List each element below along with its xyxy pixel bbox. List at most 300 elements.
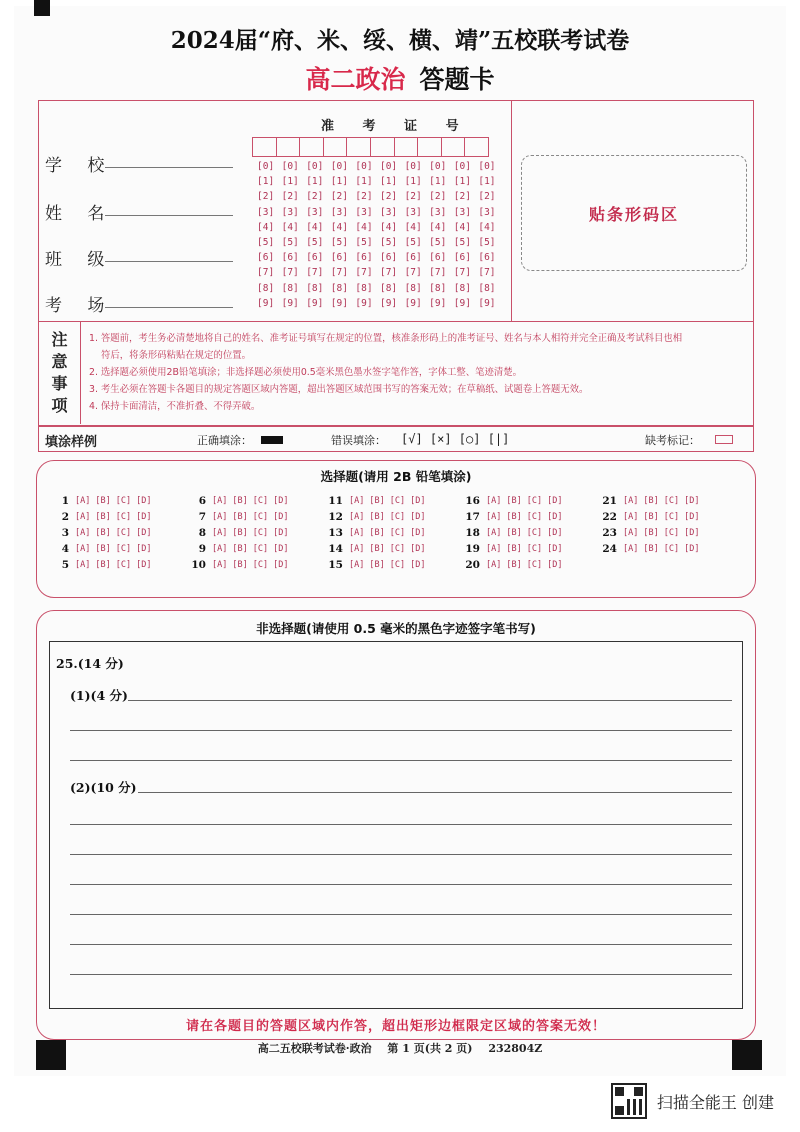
absent-mark-box[interactable] xyxy=(715,435,733,444)
option-bubble[interactable]: [B] xyxy=(232,528,248,538)
option-bubble[interactable]: [A] xyxy=(75,528,91,538)
option-bubble[interactable]: [D] xyxy=(136,560,152,570)
digit-bubble[interactable]: [1] xyxy=(429,176,447,188)
option-bubble[interactable]: [A] xyxy=(623,544,639,554)
option-bubble[interactable]: [A] xyxy=(486,560,502,570)
option-bubble[interactable]: [A] xyxy=(75,544,91,554)
exam-number-column xyxy=(380,161,405,313)
digit-bubble[interactable]: [4] xyxy=(355,221,373,233)
option-bubble[interactable]: [C] xyxy=(252,528,269,538)
digit-bubble[interactable]: [3] xyxy=(404,206,422,218)
digit-bubble[interactable]: [5] xyxy=(330,236,348,248)
option-bubble[interactable]: [A] xyxy=(212,544,228,554)
option-bubble[interactable]: [B] xyxy=(95,560,111,570)
digit-bubble[interactable]: [7] xyxy=(355,267,373,279)
digit-bubble[interactable]: [8] xyxy=(453,282,471,294)
choice-row xyxy=(51,557,751,573)
answer-line[interactable] xyxy=(70,884,732,885)
digit-bubble[interactable]: [0] xyxy=(478,161,496,172)
question-number: 3 xyxy=(61,527,69,539)
exam-number-column xyxy=(478,161,503,313)
digit-bubble[interactable]: [6] xyxy=(306,252,324,264)
digit-bubble[interactable]: [7] xyxy=(330,267,348,279)
digit-bubble[interactable]: [4] xyxy=(306,221,324,233)
option-bubble[interactable]: [A] xyxy=(349,560,365,570)
option-bubble[interactable]: [B] xyxy=(95,544,111,554)
answer-line[interactable] xyxy=(70,854,732,855)
digit-bubble[interactable]: [0] xyxy=(404,161,422,172)
choice-question xyxy=(188,541,325,557)
digit-bubble[interactable]: [3] xyxy=(281,206,299,218)
option-bubble[interactable]: [B] xyxy=(232,560,248,570)
choice-question xyxy=(188,557,325,573)
digit-bubble[interactable]: [2] xyxy=(379,191,398,203)
option-bubble[interactable]: [B] xyxy=(643,528,659,538)
digit-bubble[interactable]: [7] xyxy=(478,267,496,279)
option-bubble[interactable]: [B] xyxy=(369,496,385,506)
option-bubble[interactable]: [B] xyxy=(643,496,659,506)
option-bubble[interactable]: [C] xyxy=(389,544,406,554)
question-25-part-2-label: (2)(10 分) xyxy=(70,780,137,795)
option-bubble[interactable]: [D] xyxy=(547,512,563,522)
barcode-area: 贴条形码区 xyxy=(521,155,747,271)
digit-bubble[interactable]: [4] xyxy=(478,221,496,233)
choice-question xyxy=(325,557,462,573)
scanner-watermark xyxy=(611,1083,774,1119)
digit-bubble[interactable]: [7] xyxy=(453,267,471,279)
option-bubble[interactable]: [A] xyxy=(212,512,228,522)
footer-page: 第 1 页(共 2 页) xyxy=(387,1042,473,1055)
option-bubble[interactable]: [C] xyxy=(663,496,680,506)
choice-question xyxy=(599,509,736,525)
option-bubble[interactable]: [C] xyxy=(115,512,132,522)
choice-question xyxy=(325,525,462,541)
option-bubble[interactable]: [D] xyxy=(273,496,289,506)
digit-bubble[interactable]: [6] xyxy=(453,252,471,264)
digit-bubble[interactable]: [9] xyxy=(453,297,471,309)
option-bubble[interactable]: [A] xyxy=(349,496,365,506)
exam-number-bubble-grid[interactable] xyxy=(257,161,503,313)
digit-bubble[interactable]: [1] xyxy=(330,176,348,188)
digit-bubble[interactable]: [5] xyxy=(404,236,422,248)
digit-bubble[interactable]: [9] xyxy=(281,297,299,309)
digit-bubble[interactable]: [0] xyxy=(355,161,373,172)
option-bubble[interactable]: [B] xyxy=(506,496,522,506)
question-number: 5 xyxy=(61,559,69,571)
digit-bubble[interactable]: [5] xyxy=(478,236,496,248)
choice-question xyxy=(325,509,462,525)
digit-bubble[interactable]: [8] xyxy=(478,282,496,294)
answer-line[interactable] xyxy=(70,914,732,915)
option-bubble[interactable]: [D] xyxy=(410,560,426,570)
digit-bubble[interactable]: [4] xyxy=(379,221,398,233)
digit-bubble[interactable]: [1] xyxy=(453,176,471,188)
option-bubble[interactable]: [C] xyxy=(389,528,406,538)
digit-bubble[interactable]: [9] xyxy=(404,297,422,309)
digit-bubble[interactable]: [1] xyxy=(257,176,275,188)
option-bubble[interactable]: [C] xyxy=(663,528,680,538)
option-bubble[interactable]: [D] xyxy=(684,528,700,538)
option-bubble[interactable]: [C] xyxy=(526,528,543,538)
question-number: 10 xyxy=(191,559,206,571)
digit-bubble[interactable]: [9] xyxy=(429,297,447,309)
option-bubble[interactable]: [D] xyxy=(273,560,289,570)
digit-bubble[interactable]: [3] xyxy=(429,206,447,218)
option-bubble[interactable]: [A] xyxy=(486,544,502,554)
option-bubble[interactable]: [C] xyxy=(252,512,269,522)
digit-bubble[interactable]: [2] xyxy=(330,191,348,203)
option-bubble[interactable]: [B] xyxy=(232,496,248,506)
digit-bubble[interactable]: [3] xyxy=(379,206,398,218)
choice-question xyxy=(325,493,462,509)
option-bubble[interactable]: [C] xyxy=(389,560,406,570)
choice-question xyxy=(325,541,462,557)
choice-question xyxy=(51,493,188,509)
question-number: 7 xyxy=(198,511,206,523)
option-bubble[interactable]: [D] xyxy=(273,512,289,522)
answer-line[interactable] xyxy=(70,824,732,825)
option-bubble[interactable]: [A] xyxy=(486,496,502,506)
option-bubble[interactable]: [A] xyxy=(623,512,639,522)
question-number: 24 xyxy=(602,543,617,555)
digit-bubble[interactable]: [9] xyxy=(355,297,373,309)
choice-question xyxy=(462,493,599,509)
digit-bubble[interactable]: [0] xyxy=(379,161,398,172)
question-number: 11 xyxy=(328,495,343,507)
digit-bubble[interactable]: [3] xyxy=(453,206,471,218)
answer-line[interactable] xyxy=(70,974,732,975)
option-bubble[interactable]: [B] xyxy=(369,544,385,554)
digit-bubble[interactable]: [4] xyxy=(429,221,447,233)
option-bubble[interactable]: [D] xyxy=(136,496,152,506)
digit-bubble[interactable]: [6] xyxy=(257,252,275,264)
digit-bubble[interactable]: [8] xyxy=(281,282,299,294)
option-bubble[interactable]: [B] xyxy=(95,496,111,506)
option-bubble[interactable]: [A] xyxy=(75,496,91,506)
digit-bubble[interactable]: [0] xyxy=(429,161,447,172)
option-bubble[interactable]: [B] xyxy=(506,512,522,522)
option-bubble[interactable]: [C] xyxy=(663,512,680,522)
digit-bubble[interactable]: [4] xyxy=(257,221,275,233)
empty-cell xyxy=(599,557,736,573)
qr-code-icon xyxy=(611,1083,647,1119)
room-field[interactable] xyxy=(105,307,233,308)
digit-bubble[interactable]: [6] xyxy=(379,252,398,264)
exam-number-column xyxy=(429,161,454,313)
school-field[interactable] xyxy=(105,167,233,168)
digit-bubble[interactable]: [2] xyxy=(478,191,496,203)
absent-mark-label: 缺考标记： xyxy=(645,434,700,447)
digit-bubble[interactable]: [9] xyxy=(306,297,324,309)
school-label: 学 校 xyxy=(45,156,115,176)
digit-bubble[interactable]: [1] xyxy=(478,176,496,188)
option-bubble[interactable]: [D] xyxy=(136,544,152,554)
footer-label: 高二五校联考试卷·政治 xyxy=(257,1042,372,1055)
digit-bubble[interactable]: [7] xyxy=(379,267,398,279)
exam-number-boxes[interactable] xyxy=(253,137,489,157)
choice-question xyxy=(51,509,188,525)
option-bubble[interactable]: [C] xyxy=(252,544,269,554)
option-bubble[interactable]: [A] xyxy=(349,512,365,522)
option-bubble[interactable]: [C] xyxy=(526,560,543,570)
digit-bubble[interactable]: [6] xyxy=(478,252,496,264)
digit-bubble[interactable]: [1] xyxy=(379,176,398,188)
digit-bubble[interactable]: [4] xyxy=(453,221,471,233)
digit-bubble[interactable]: [7] xyxy=(281,267,299,279)
note-item: 3. 考生必须在答题卡各题目的规定答题区域内答题，超出答题区域范围书写的答案无效；在草稿纸、试题卷上答题无效。 xyxy=(89,384,589,395)
digit-bubble[interactable]: [6] xyxy=(355,252,373,264)
fill-sample-title: 填涂样例 xyxy=(45,435,98,450)
exam-number-column xyxy=(306,161,331,313)
option-bubble[interactable]: [C] xyxy=(115,496,132,506)
question-number: 16 xyxy=(465,495,480,507)
option-bubble[interactable]: [B] xyxy=(95,528,111,538)
option-bubble[interactable]: [D] xyxy=(410,528,426,538)
digit-bubble[interactable]: [9] xyxy=(257,297,275,309)
digit-bubble[interactable]: [8] xyxy=(355,282,373,294)
question-number: 15 xyxy=(328,559,343,571)
digit-bubble[interactable]: [8] xyxy=(306,282,324,294)
page-footer xyxy=(0,1040,800,1056)
question-number: 19 xyxy=(465,543,480,555)
notes-heading: 注 意 事 项 xyxy=(39,322,81,424)
digit-bubble[interactable]: [6] xyxy=(330,252,348,264)
answer-line[interactable] xyxy=(128,700,732,701)
digit-bubble[interactable]: [5] xyxy=(281,236,299,248)
choice-question xyxy=(188,509,325,525)
question-number: 17 xyxy=(465,511,480,523)
option-bubble[interactable]: [B] xyxy=(232,544,248,554)
choice-row xyxy=(51,493,751,509)
option-bubble[interactable]: [C] xyxy=(526,496,543,506)
digit-bubble[interactable]: [6] xyxy=(429,252,447,264)
answer-line[interactable] xyxy=(70,760,732,761)
option-bubble[interactable]: [B] xyxy=(643,544,659,554)
digit-bubble[interactable]: [8] xyxy=(330,282,348,294)
alignment-mark-top-left xyxy=(34,0,50,16)
option-bubble[interactable]: [B] xyxy=(369,512,385,522)
digit-bubble[interactable]: [5] xyxy=(257,236,275,248)
option-bubble[interactable]: [A] xyxy=(75,560,91,570)
name-field[interactable] xyxy=(105,215,233,216)
digit-bubble[interactable]: [3] xyxy=(478,206,496,218)
option-bubble[interactable]: [A] xyxy=(212,496,228,506)
option-bubble[interactable]: [C] xyxy=(663,544,680,554)
digit-bubble[interactable]: [3] xyxy=(306,206,324,218)
digit-bubble[interactable]: [9] xyxy=(379,297,398,309)
digit-bubble[interactable]: [5] xyxy=(453,236,471,248)
digit-bubble[interactable]: [2] xyxy=(404,191,422,203)
digit-bubble[interactable]: [7] xyxy=(257,267,275,279)
choice-question xyxy=(188,493,325,509)
fill-sample-row xyxy=(38,426,754,452)
option-bubble[interactable]: [C] xyxy=(389,496,406,506)
option-bubble[interactable]: [D] xyxy=(547,544,563,554)
choice-question xyxy=(51,525,188,541)
digit-bubble[interactable]: [9] xyxy=(478,297,496,309)
digit-bubble[interactable]: [2] xyxy=(453,191,471,203)
option-bubble[interactable]: [D] xyxy=(410,496,426,506)
choice-row xyxy=(51,509,751,525)
multiple-choice-title: 选择题(请用 2B 铅笔填涂) xyxy=(320,469,472,484)
option-bubble[interactable]: [D] xyxy=(684,496,700,506)
option-bubble[interactable]: [C] xyxy=(252,496,269,506)
digit-bubble[interactable]: [4] xyxy=(281,221,299,233)
notes-list xyxy=(89,330,749,415)
digit-bubble[interactable]: [7] xyxy=(306,267,324,279)
option-bubble[interactable]: [C] xyxy=(526,544,543,554)
option-bubble[interactable]: [D] xyxy=(410,544,426,554)
name-label: 姓 名 xyxy=(45,204,115,224)
note-item: 4. 保持卡面清洁，不准折叠、不得弄破。 xyxy=(89,401,261,412)
digit-bubble[interactable]: [5] xyxy=(379,236,398,248)
wrong-fill-examples: [√] [×] [○] [|] xyxy=(401,432,510,446)
choice-question xyxy=(51,541,188,557)
digit-bubble[interactable]: [5] xyxy=(355,236,373,248)
option-bubble[interactable]: [B] xyxy=(506,560,522,570)
option-bubble[interactable]: [D] xyxy=(136,528,152,538)
digit-bubble[interactable]: [7] xyxy=(404,267,422,279)
question-number: 18 xyxy=(465,527,480,539)
question-number: 2 xyxy=(61,511,69,523)
question-number: 20 xyxy=(465,559,480,571)
option-bubble[interactable]: [A] xyxy=(349,544,365,554)
digit-bubble[interactable]: [0] xyxy=(330,161,348,172)
option-bubble[interactable]: [A] xyxy=(75,512,91,522)
option-bubble[interactable]: [A] xyxy=(623,528,639,538)
option-bubble[interactable]: [B] xyxy=(232,512,248,522)
option-bubble[interactable]: [A] xyxy=(349,528,365,538)
choice-question xyxy=(462,509,599,525)
multiple-choice-grid xyxy=(51,493,751,573)
question-number: 21 xyxy=(602,495,617,507)
divider xyxy=(511,101,512,321)
question-number: 6 xyxy=(198,495,206,507)
option-bubble[interactable]: [B] xyxy=(369,560,385,570)
option-bubble[interactable]: [B] xyxy=(506,528,522,538)
subject-title: 高二政治 xyxy=(305,65,406,94)
note-item: 符后，将条形码粘贴在规定的位置。 xyxy=(101,350,252,361)
option-bubble[interactable]: [D] xyxy=(136,512,152,522)
note-item: 1. 答题前，考生务必清楚地将自己的姓名、准考证号填写在规定的位置，核准条形码上的准考证号、姓名与本人相符并完全正确及考试科目也相 xyxy=(89,333,683,344)
option-bubble[interactable]: [B] xyxy=(506,544,522,554)
option-bubble[interactable]: [D] xyxy=(684,512,700,522)
written-answer-title: 非选择题(请使用 0.5 毫米的黑色字迹签字笔书写) xyxy=(256,621,536,636)
digit-bubble[interactable]: [2] xyxy=(257,191,275,203)
option-bubble[interactable]: [A] xyxy=(212,528,228,538)
exam-number-column xyxy=(257,161,282,313)
exam-number-title: 准 考 证 号 xyxy=(321,119,471,134)
answer-line[interactable] xyxy=(70,944,732,945)
option-bubble[interactable]: [C] xyxy=(252,560,269,570)
digit-bubble[interactable]: [4] xyxy=(330,221,348,233)
digit-bubble[interactable]: [4] xyxy=(404,221,422,233)
digit-bubble[interactable]: [8] xyxy=(379,282,398,294)
question-25-part-1-label: (1)(4 分) xyxy=(70,688,128,703)
exam-number-column xyxy=(355,161,380,313)
option-bubble[interactable]: [C] xyxy=(115,560,132,570)
exam-number-column xyxy=(405,161,430,313)
answer-line[interactable] xyxy=(70,730,732,731)
option-bubble[interactable]: [D] xyxy=(547,560,563,570)
digit-bubble[interactable]: [3] xyxy=(355,206,373,218)
option-bubble[interactable]: [A] xyxy=(212,560,228,570)
option-bubble[interactable]: [D] xyxy=(273,528,289,538)
choice-question xyxy=(462,541,599,557)
digit-bubble[interactable]: [2] xyxy=(306,191,324,203)
answer-line[interactable] xyxy=(138,792,732,793)
option-bubble[interactable]: [D] xyxy=(547,496,563,506)
sheet-subtitle xyxy=(0,60,800,96)
digit-bubble[interactable]: [1] xyxy=(404,176,422,188)
digit-bubble[interactable]: [7] xyxy=(429,267,447,279)
question-number: 14 xyxy=(328,543,343,555)
exam-number-column xyxy=(282,161,307,313)
option-bubble[interactable]: [A] xyxy=(623,496,639,506)
option-bubble[interactable]: [D] xyxy=(684,544,700,554)
correct-fill-example xyxy=(261,436,283,444)
exam-number-column xyxy=(454,161,479,313)
digit-bubble[interactable]: [1] xyxy=(281,176,299,188)
option-bubble[interactable]: [A] xyxy=(486,512,502,522)
digit-bubble[interactable]: [2] xyxy=(429,191,447,203)
digit-bubble[interactable]: [0] xyxy=(453,161,471,172)
option-bubble[interactable]: [C] xyxy=(115,544,132,554)
notes-box xyxy=(38,322,754,426)
digit-bubble[interactable]: [3] xyxy=(330,206,348,218)
option-bubble[interactable]: [B] xyxy=(369,528,385,538)
digit-bubble[interactable]: [5] xyxy=(306,236,324,248)
footer-code: 232804Z xyxy=(488,1042,543,1055)
card-title: 答题卡 xyxy=(419,65,495,94)
answer-area[interactable] xyxy=(49,641,743,1009)
student-info-box xyxy=(38,100,754,322)
question-number: 12 xyxy=(328,511,343,523)
option-bubble[interactable]: [D] xyxy=(410,512,426,522)
digit-bubble[interactable]: [0] xyxy=(281,161,299,172)
choice-question xyxy=(599,541,736,557)
option-bubble[interactable]: [B] xyxy=(95,512,111,522)
option-bubble[interactable]: [C] xyxy=(115,528,132,538)
digit-bubble[interactable]: [2] xyxy=(281,191,299,203)
digit-bubble[interactable]: [0] xyxy=(257,161,275,172)
choice-question xyxy=(51,557,188,573)
digit-bubble[interactable]: [6] xyxy=(281,252,299,264)
option-bubble[interactable]: [C] xyxy=(389,512,406,522)
digit-bubble[interactable]: [8] xyxy=(404,282,422,294)
question-number: 22 xyxy=(602,511,617,523)
digit-bubble[interactable]: [0] xyxy=(306,161,324,172)
digit-bubble[interactable]: [1] xyxy=(355,176,373,188)
digit-bubble[interactable]: [9] xyxy=(330,297,348,309)
digit-bubble[interactable]: [1] xyxy=(306,176,324,188)
digit-bubble[interactable]: [8] xyxy=(429,282,447,294)
question-number: 8 xyxy=(198,527,206,539)
digit-bubble[interactable]: [3] xyxy=(257,206,275,218)
question-number: 1 xyxy=(61,495,69,507)
option-bubble[interactable]: [C] xyxy=(526,512,543,522)
option-bubble[interactable]: [D] xyxy=(547,528,563,538)
digit-bubble[interactable]: [6] xyxy=(404,252,422,264)
option-bubble[interactable]: [B] xyxy=(643,512,659,522)
digit-bubble[interactable]: [5] xyxy=(429,236,447,248)
option-bubble[interactable]: [A] xyxy=(486,528,502,538)
choice-row xyxy=(51,541,751,557)
digit-bubble[interactable]: [2] xyxy=(355,191,373,203)
class-field[interactable] xyxy=(105,261,233,262)
option-bubble[interactable]: [D] xyxy=(273,544,289,554)
digit-bubble[interactable]: [8] xyxy=(257,282,275,294)
